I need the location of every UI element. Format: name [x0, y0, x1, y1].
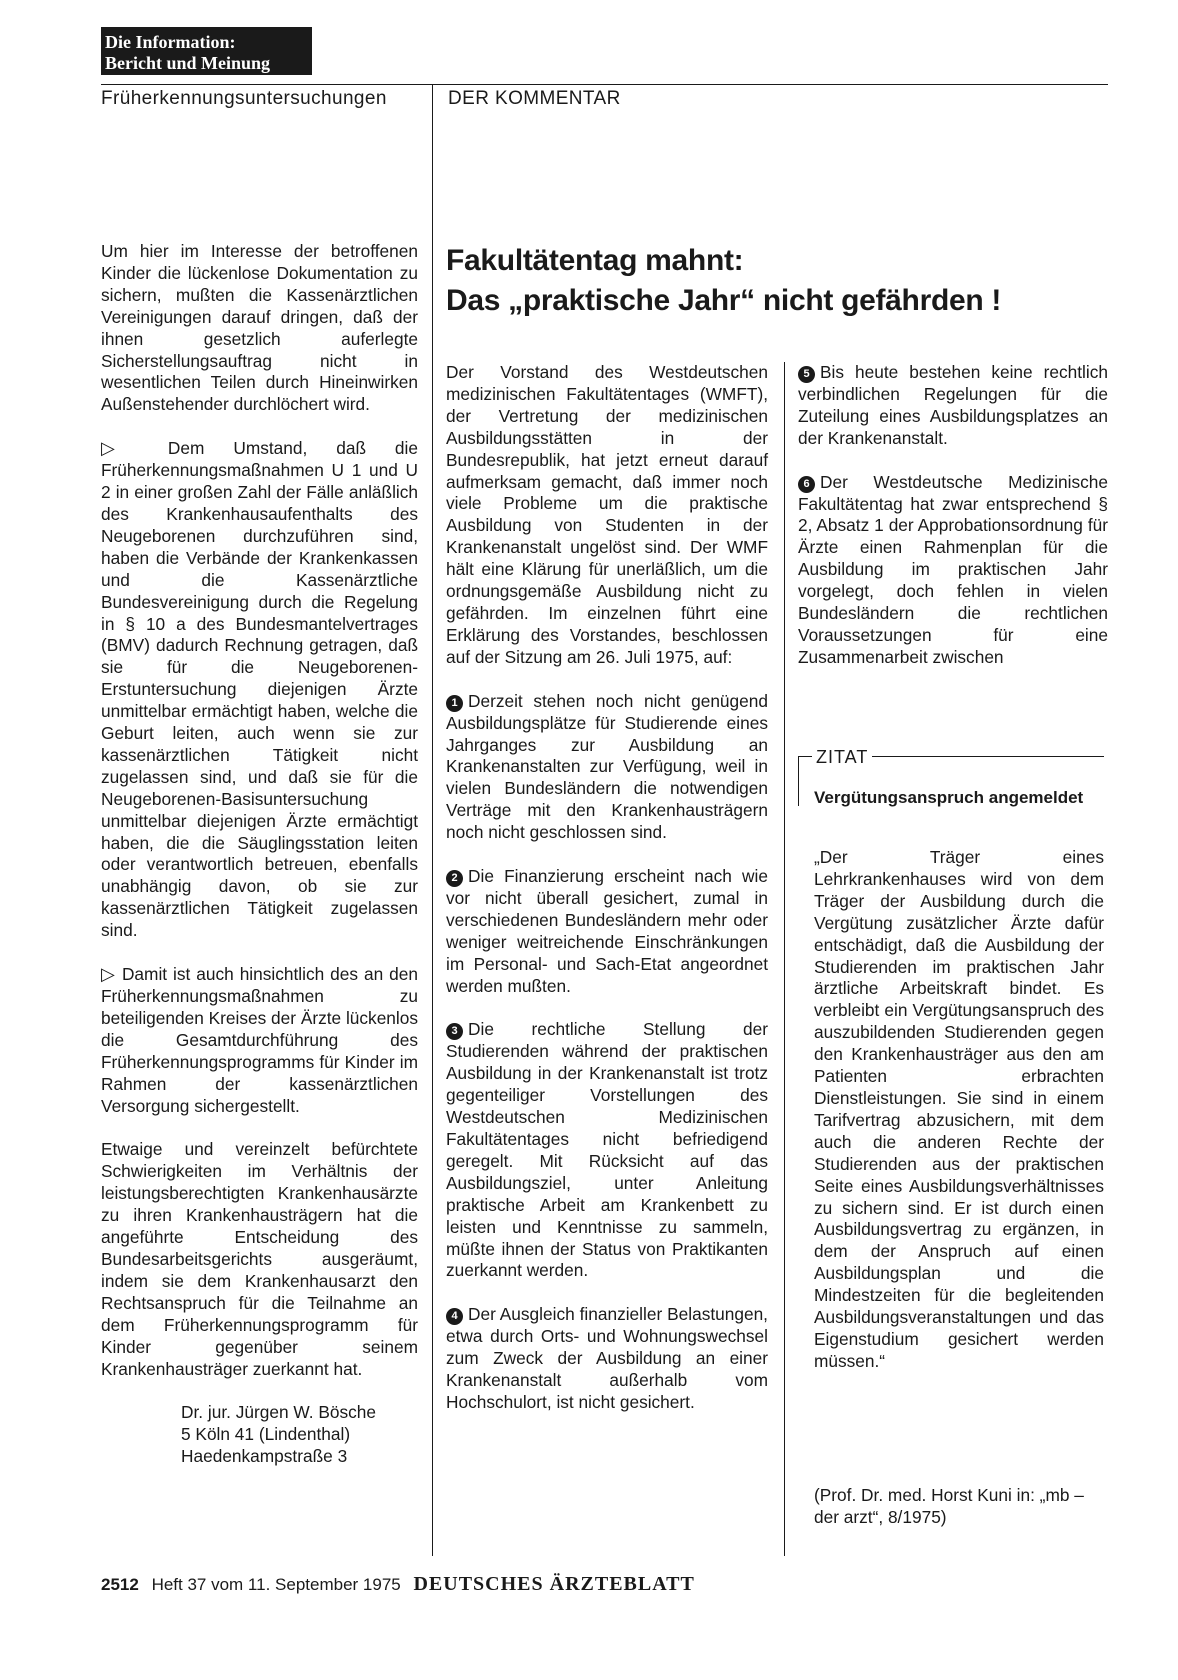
point-1 — [446, 691, 768, 844]
signature-street: Haedenkampstraße 3 — [181, 1446, 348, 1467]
number-2-icon: 2 — [446, 870, 463, 887]
quote-source: (Prof. Dr. med. Horst Kuni in: „mb – der arzt“, 8/1975) — [814, 1485, 1084, 1527]
rubric-tag-line1: Die Information: — [105, 32, 236, 52]
headline — [446, 241, 1106, 321]
headline-line1: Fakultätentag mahnt: — [446, 244, 744, 277]
top-rule — [101, 84, 1108, 85]
point-6-text: Der Westdeutsche Medizinische Fakultätentag hat zwar entsprechend § 2, Absatz 1 der Approbationsordnung für Ärzte einen Rahmenplan für die Ausbildung im praktischen Jahr vorgelegt, doch fehlen in vielen Bundesländern die rechtlichen Voraussetzungen für eine Zusammenarbeit zwischen — [798, 471, 1108, 667]
left-paragraph-2 — [101, 438, 418, 942]
point-3-text: Die rechtliche Stellung der Studierenden während der praktischen Ausbildung in der Krankenanstalt ist trotz gegenteiliger Vorstellungen des Westdeutschen Medizinischen Fakultätentages nicht befriedigend geregelt. Mit Rücksicht auf das Ausbildungsziel, unter Anleitung praktische Arbeit am Krankenbett zu leisten und Kenntnisse zu sammeln, müßte ihnen der Status von Praktikanten zuerkannt werden. — [446, 1019, 768, 1281]
left-paragraph-1: Um hier im Interesse der betroffenen Kinder die lückenlose Dokumentation zu sichern, mußten die Kassenärztlichen Vereinigungen darauf dringen, daß der ihnen gesetzlich auferlegte Sicherstellungsauftrag nicht in wesentlichen Teilen durch Hineinwirken Außenstehender durchlöchert wird. — [101, 241, 418, 415]
signature-name: Dr. jur. Jürgen W. Bösche — [181, 1402, 376, 1423]
intro-paragraph: Der Vorstand des Westdeutschen medizinischen Fakultätentages (WMFT), der Vertretung der medizinischen Ausbildungsstätten in der Bundesrepublik, hat jetzt erneut darauf aufmerksam gemacht, daß immer noch viele Probleme um die praktische Ausbildung von Studenten in der Krankenanstalt ungelöst sind. Der WMF hält eine Klärung für unerläßlich, um die ordnungsgemäße Ausbildung nicht zu gefährden. Im einzelnen führt eine Erklärung des Vorstandes, beschlossen auf der Sitzung am 26. Juli 1975, auf: — [446, 362, 768, 667]
point-6 — [798, 472, 1108, 669]
point-4-text: Der Ausgleich finanzieller Belastungen, etwa durch Orts- und Wohnungswechsel zum Zweck der Ausbildung an einer Krankenanstalt außerhalb vom Hochschulort, ist nicht gesichert. — [446, 1304, 768, 1412]
left-paragraph-2-text: Dem Umstand, daß die Früherkennungsmaßnahmen U 1 und U 2 in einer großen Zahl der Fälle anläßlich des Krankenhausaufenthalts des Neugeborenen durchzuführen sind, haben die Verbände der Krankenkassen und die Kassenärztliche Bundesvereinigung durch die Regelung in § 10 a des Bundesmantelvertrages (BMV) dadurch Rechnung getragen, daß sie für die Neugeborenen-Erstuntersuchung diejenigen Ärzte unmittelbar ermächtigt haben, welche die Geburt leiten, auch wenn sie zur kassenärztlichen Tätigkeit nicht zugelassen sind, und daß sie für die Neugeborenen-Basisuntersuchung unmittelbar diejenigen Ärzte ermächtigt haben, die die Säuglingsstation leiten oder verantwortlich betreuen, ebenfalls unabhängig davon, ob sie zur kassenärztlichen Tätigkeit zugelassen sind. — [101, 438, 418, 941]
left-paragraph-4: Etwaige und vereinzelt befürchtete Schwierigkeiten im Verhältnis der leistungsberechtigten Krankenhausärzte zu ihren Krankenhausträgern hat die angeführte Entscheidung des Bundesarbeitsgerichts ausgeräumt, indem sie dem Krankenhausarzt den Rechtsanspruch für die Teilnahme an dem Früherkennungsprogramm für Kinder gegenüber seinem Krankenhausträger zuerkannt hat. — [101, 1139, 418, 1379]
page-footer — [101, 1573, 695, 1596]
point-3 — [446, 1019, 768, 1282]
number-1-icon: 1 — [446, 695, 463, 712]
point-2-text: Die Finanzierung erscheint nach wie vor nicht überall gesichert, zumal in verschiedenen Bundesländern mehr oder weniger weitreichende Einschränkungen im Personal- und Sach-Etat angeordnet werden mußten. — [446, 866, 768, 996]
point-1-text: Derzeit stehen noch nicht genügend Ausbildungsplätze für Studierende eines Jahrganges zur Ausbildung an Krankenanstalten zur Verfügung, weil in vielen Bundesländern die notwendigen Verträge mit den Krankenhausträgern noch nicht geschlossen sind. — [446, 690, 768, 843]
section-label-left: Früherkennungsuntersuchungen — [101, 88, 387, 109]
right-column — [798, 362, 1108, 691]
page-number: 2512 — [101, 1575, 139, 1594]
section-label-right: DER KOMMENTAR — [448, 88, 621, 109]
middle-column — [446, 362, 768, 1436]
triangle-bullet-icon: ▷ — [101, 438, 139, 459]
left-paragraph-3-text: Damit ist auch hinsichtlich des an den Früherkennungsmaßnahmen zu beteiligenden Kreises der Ärzte lückenlos die Gesamtdurchführung des Früherkennungsprogramms für Kinder im Rahmen der kassenärztlichen Versorgung sichergestellt. — [101, 964, 419, 1116]
rubric-tag — [101, 27, 312, 75]
number-4-icon: 4 — [446, 1308, 463, 1325]
issue-info: Heft 37 vom 11. September 1975 — [151, 1575, 401, 1594]
quote-label: ZITAT — [812, 747, 872, 768]
number-6-icon: 6 — [798, 476, 815, 493]
point-5-text: Bis heute bestehen keine rechtlich verbindlichen Regelungen für die Zuteilung eines Ausbildungsplatzes an der Krankenanstalt. — [798, 362, 1108, 448]
left-column — [101, 241, 418, 1468]
number-3-icon: 3 — [446, 1023, 463, 1040]
left-paragraph-3 — [101, 964, 418, 1117]
signature-city: 5 Köln 41 (Lindenthal) — [181, 1424, 351, 1445]
column-divider-main — [432, 84, 433, 1556]
point-2 — [446, 866, 768, 997]
author-signature — [181, 1402, 418, 1468]
quote-title: Vergütungsanspruch angemeldet — [814, 788, 1084, 807]
point-4 — [446, 1304, 768, 1414]
headline-line2: Das „praktische Jahr“ nicht gefährden ! — [446, 284, 1002, 317]
rubric-tag-line2: Bericht und Meinung — [105, 53, 271, 73]
magazine-name: DEUTSCHES ÄRZTEBLATT — [413, 1573, 695, 1595]
triangle-bullet-icon: ▷ — [101, 964, 116, 985]
column-divider-right — [784, 362, 785, 1556]
point-5 — [798, 362, 1108, 450]
number-5-icon: 5 — [798, 366, 815, 383]
quote-body: „Der Träger eines Lehrkrankenhauses wird von dem Träger der Ausbildung durch die Vergütung zusätzlicher Ärzte dafür entschädigt, daß die Ausbildung der Studierenden im praktischen Jahr ärztliche Arbeitskraft bindet. Es verbleibt ein Vergütungsanspruch des auszubildenden Studierenden gegen den Krankenhausträger aus den am Patienten erbrachten Dienstleistungen. Sie sind in einem Tarifvertrag abzusichern, mit dem auch die anderen Rechte der Studierenden aus der praktischen Seite eines Ausbildungsverhältnisses zu sichern sind. Er ist durch einen Ausbildungsvertrag zu ergänzen, in dem der Anspruch auf einen Ausbildungsplan und die Mindestzeiten für die begleitenden Ausbildungsveranstaltungen und das Eigenstudium gesichert werden müssen.“ — [814, 847, 1104, 1371]
quote-box-side-rule — [798, 756, 799, 806]
quote-box — [798, 747, 1116, 1557]
